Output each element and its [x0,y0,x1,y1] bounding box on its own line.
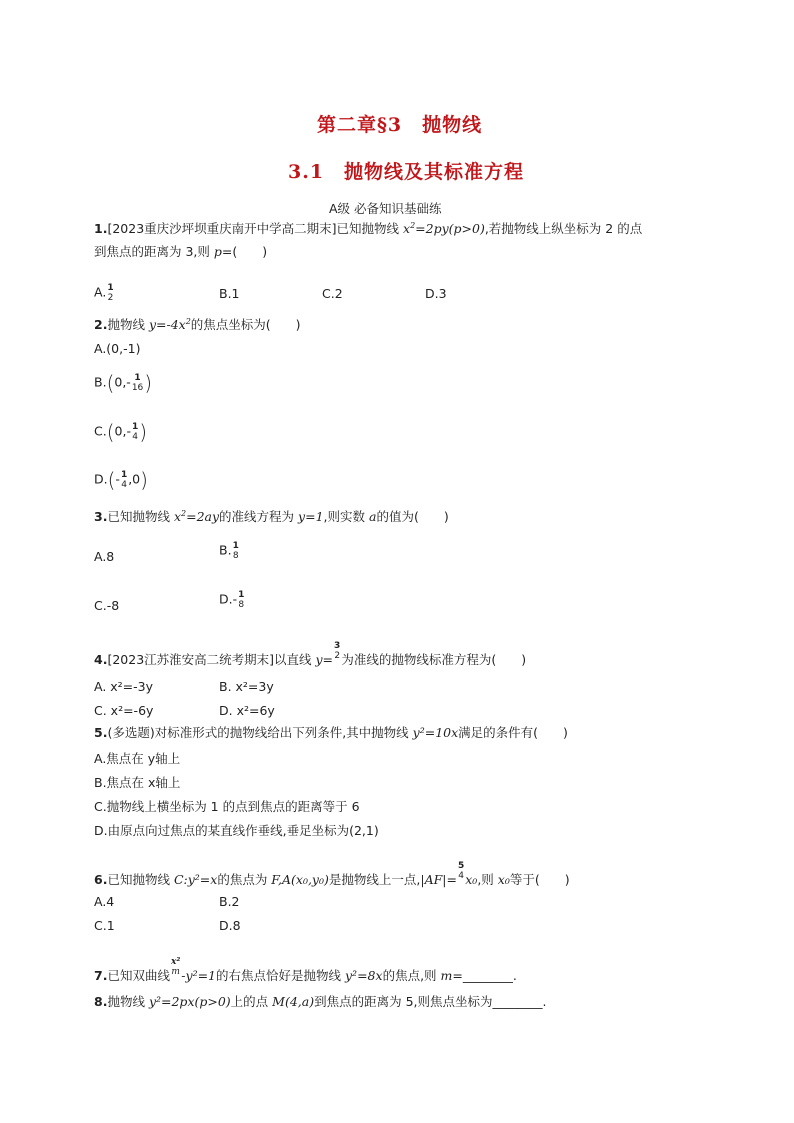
question-text: [2023重庆沙坪坝重庆南开中学高二期末]已知抛物线 [107,221,403,236]
question-4 [94,641,526,668]
q2-option-c[interactable]: C.(0,- 1 4 ) [94,420,148,444]
question-text: 已知抛物线 [107,509,174,524]
q4-option-b[interactable]: B. x²=3y [219,679,274,694]
q5-option-c[interactable]: C.抛物线上横坐标为 1 的点到焦点的距离等于 6 [94,799,360,814]
q3-option-b[interactable]: B. 1 8 [219,541,239,561]
question-7 [94,957,517,984]
question-text: =( ) [221,244,268,259]
question-text: 为准线的抛物线标准方程为( ) [341,652,527,667]
question-number: 7. [94,968,108,983]
formula: F,A(x₀,y₀) [271,872,329,887]
formula: m= [440,968,463,983]
q5-option-b[interactable]: B.焦点在 x轴上 [94,775,181,790]
q6-option-d[interactable]: D.8 [219,918,241,933]
q3-option-c[interactable]: C.-8 [94,598,120,613]
formula: C:y²=x [173,872,218,887]
question-text: 满足的条件有( ) [458,725,568,740]
question-1-line2 [94,244,267,260]
question-number: 3. [94,509,108,524]
q2-option-d[interactable]: D.(- 1 4 ,0) [94,468,148,492]
fraction: 1 8 [232,541,239,561]
fraction: 1 4 [120,470,128,490]
question-text: ,则 [477,872,498,887]
formula: y= [315,652,334,667]
question-5 [94,725,568,741]
q4-option-d[interactable]: D. x²=6y [219,703,275,718]
chapter-title: 第二章§3 抛物线 [317,114,483,136]
question-text: 的右焦点恰好是抛物线 [216,968,345,983]
section-title: 3.1 抛物线及其标准方程 [288,161,525,183]
fraction: 3 2 [334,641,341,661]
question-8 [94,994,546,1010]
formula: M(4,a) [272,994,315,1009]
fraction: 5 4 [457,861,465,881]
q5-option-a[interactable]: A.焦点在 y轴上 [94,751,181,766]
question-text: 抛物线 [107,317,149,332]
question-2 [94,317,301,333]
question-text: 等于( ) [509,872,570,887]
fraction: 1 2 [107,283,114,303]
question-text: 上的点 [230,994,273,1009]
q4-option-c[interactable]: C. x²=-6y [94,703,154,718]
question-text: 已知双曲线 [107,968,170,983]
question-number: 2. [94,317,108,332]
question-text: [2023江苏淮安高二统考期末]以直线 [107,652,316,667]
q2-option-b[interactable]: B.(0,- 1 16 ) [94,371,153,395]
question-number: 5. [94,725,108,740]
fraction: 1 16 [131,373,144,393]
formula: x₀ [465,872,478,887]
fraction: x² m [170,957,181,977]
q6-option-a[interactable]: A.4 [94,894,115,909]
question-text: 的焦点坐标为( ) [190,317,301,332]
formula: y²=10x [412,725,459,740]
formula: -y²=1 [181,968,217,983]
answer-blank[interactable]: ________. [462,968,517,983]
answer-blank[interactable]: 到焦点的距离为 5,则焦点坐标为________. [314,994,547,1009]
formula: $x^2=2py(p>0)$ [403,221,485,236]
q4-option-a[interactable]: A. x²=-3y [94,679,154,694]
q6-option-b[interactable]: B.2 [219,894,240,909]
formula: $y=-4x^2$ [148,317,191,332]
variable: a [368,509,377,524]
formula: |AF|= [420,872,457,887]
question-text: ,则实数 [323,509,369,524]
fraction: 1 8 [238,590,245,610]
question-text: 的值为( ) [376,509,449,524]
q1-option-b[interactable]: B.1 [219,286,240,301]
formula: $x^2=2ay$ [173,509,220,524]
question-number: 1. [94,221,108,236]
formula: x₀ [497,872,510,887]
q2-option-a[interactable]: A.(0,-1) [94,341,141,356]
q1-option-c[interactable]: C.2 [322,286,343,301]
formula: y²=2px(p>0) [148,994,231,1009]
formula: y²=8x [345,968,383,983]
fraction: 1 4 [131,422,139,442]
question-1 [94,221,642,237]
question-3 [94,509,449,525]
variable: p [213,244,222,259]
question-number: 6. [94,872,108,887]
question-text: 抛物线 [107,994,149,1009]
question-text: 的焦点为 [217,872,272,887]
q6-option-c[interactable]: C.1 [94,918,115,933]
question-text: 已知抛物线 [107,872,174,887]
level-label: A级 必备知识基础练 [329,201,442,216]
question-text: 到焦点的距离为 3,则 [94,244,214,259]
question-text: (多选题)对标准形式的抛物线给出下列条件,其中抛物线 [107,725,413,740]
question-text: ,若抛物线上纵坐标为 2 的点 [484,221,643,236]
q3-option-a[interactable]: A.8 [94,549,115,564]
q5-option-d[interactable]: D.由原点向过焦点的某直线作垂线,垂足坐标为(2,1) [94,823,379,838]
q3-option-d[interactable]: D.- 1 8 [219,590,245,610]
question-text: 的焦点,则 [382,968,441,983]
q1-option-d[interactable]: D.3 [425,286,447,301]
question-text: 的准线方程为 [219,509,299,524]
question-number: 8. [94,994,108,1009]
formula: y=1 [298,509,324,524]
question-number: 4. [94,652,108,667]
question-6 [94,861,570,888]
q1-option-a[interactable]: A. 1 2 [94,283,114,303]
question-text: 是抛物线上一点, [328,872,421,887]
